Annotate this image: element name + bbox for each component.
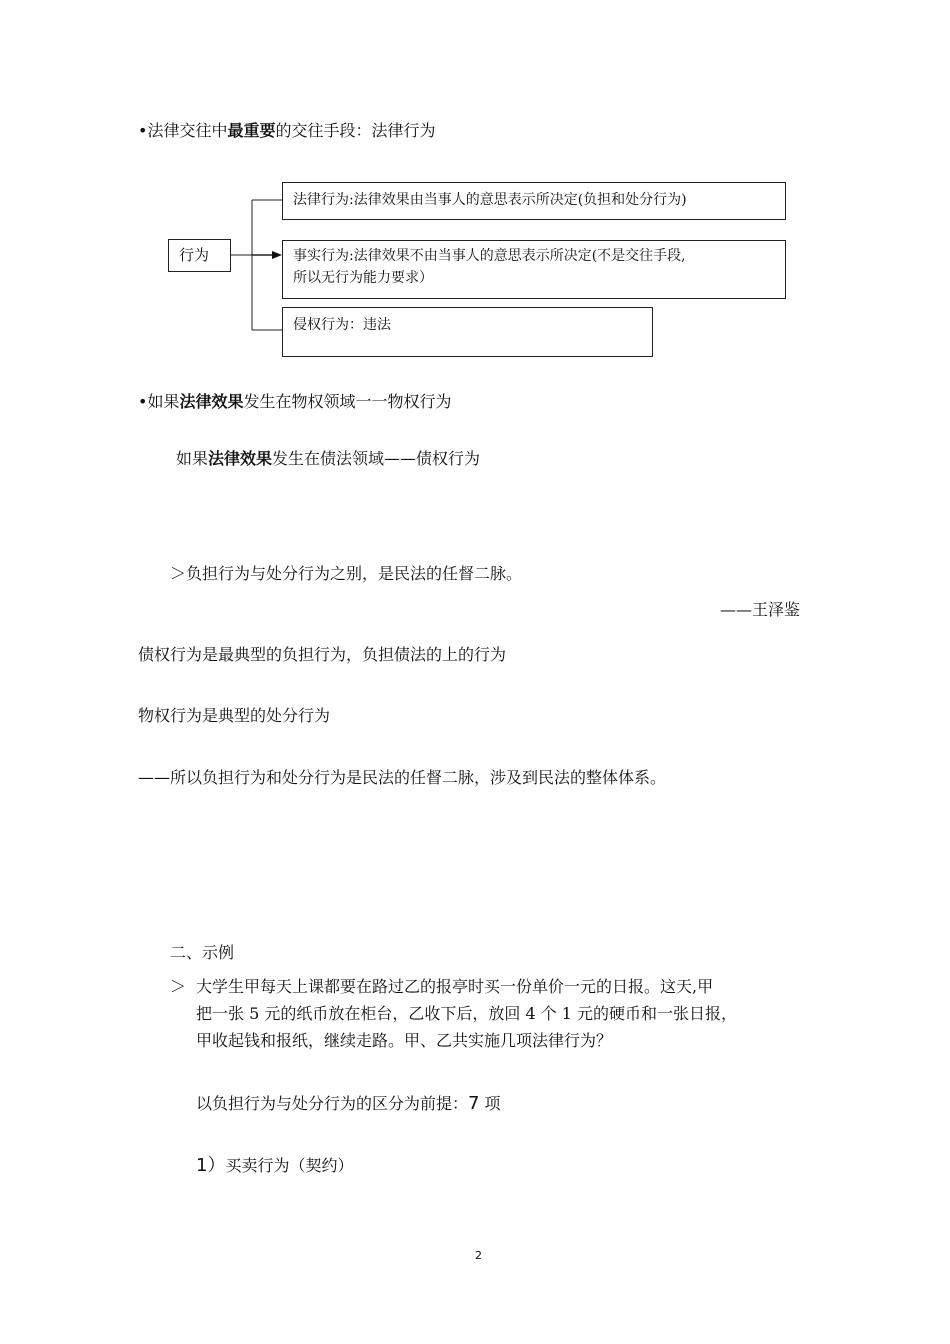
heading-line-2: •如果法律效果发生在物权领域一一物权行为 [138, 392, 452, 411]
example-line-1: 大学生甲每天上课都要在路过乙的报亭时买一份单价一元的日报。这天,甲 [196, 977, 714, 996]
heading-line-1: •法律交往中最重要的交往手段：法律行为 [138, 121, 436, 140]
bullet: • [138, 121, 148, 140]
paragraph-3: ——所以负担行为和处分行为是民法的任督二脉，涉及到民法的整体体系。 [138, 768, 667, 787]
example-line-2: 把一张 5 元的纸币放在柜台，乙收下后，放回 4 个 1 元的硬币和一张日报， [196, 1004, 738, 1023]
section-title: 二、示例 [170, 943, 235, 962]
quote-author: ——王泽鉴 [720, 600, 801, 619]
heading-line-3: 如果法律效果发生在债法领域——债权行为 [176, 449, 481, 468]
list-item-1: 1）买卖行为（契约） [196, 1155, 354, 1176]
paragraph-2: 物权行为是典型的处分行为 [138, 706, 331, 725]
answer-line: 以负担行为与处分行为的区分为前提：7 项 [196, 1093, 501, 1114]
quote-marker: ＞ [170, 564, 187, 583]
diagram-box-legal-act: 法律行为:法律效果由当事人的意思表示所决定(负担和处分行为) [282, 182, 786, 220]
paragraph-1: 债权行为是最典型的负担行为，负担债法的上的行为 [138, 645, 507, 664]
page-number: 2 [475, 1249, 482, 1262]
diagram-box-factual-act: 事实行为:法律效果不由当事人的意思表示所决定(不是交往手段, 所以无行为能力要求） [282, 240, 786, 299]
diagram-box-tort: 侵权行为：违法 [282, 307, 653, 357]
bullet: • [138, 392, 148, 411]
quote-line: ＞负担行为与处分行为之别，是民法的任督二脉。 [170, 564, 523, 583]
diagram-root-box: 行为 [168, 239, 231, 272]
example-marker: ＞ [170, 977, 187, 996]
example-line-3: 甲收起钱和报纸，继续走路。甲、乙共实施几项法律行为？ [196, 1031, 613, 1050]
